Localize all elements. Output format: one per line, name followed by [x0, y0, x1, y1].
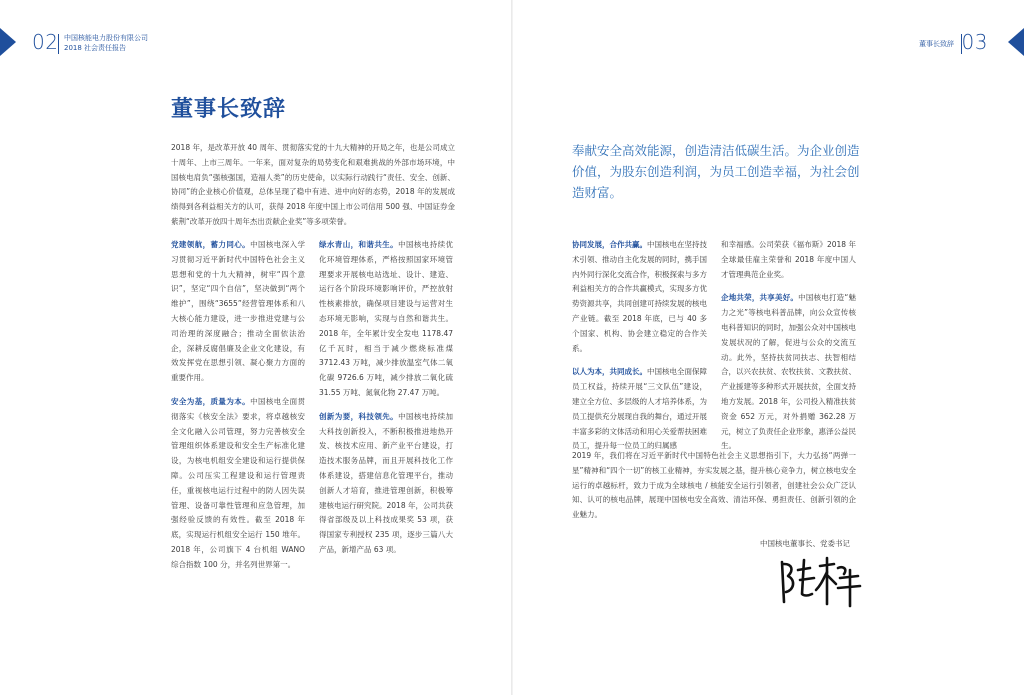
report-name: 2018 社会责任报告	[64, 44, 127, 52]
section-body: 和幸福感。公司荣获《福布斯》2018 年全球最佳雇主荣誉和 2018 年度中国人才管理典范企业奖。	[721, 240, 856, 279]
left-corner-marker	[0, 28, 16, 56]
section-people-continued	[721, 238, 856, 282]
section-environment	[319, 238, 453, 401]
section-body: 中国核电持续优化环境管理体系，严格按照国家环境管理要求开展核电站选址、设计、建造、运行各个阶段环境影响评价，严控放射性核素排放，确保项目建设与运营对生态环境无影响，实现与自然和谐共生。2018 年，全年累计安全发电 1178.47 亿千瓦时，相当于减少燃烧标准煤 3712.43 万吨，减少排放温室气体二氧化碳 9726.6 万吨，减少排放二氧化硫 31.55 万吨、氮氧化物 27.47 万吨。	[319, 240, 453, 397]
left-running-header	[64, 33, 148, 53]
section-people	[572, 365, 707, 454]
highlight-quote: 奉献安全高效能源，创造清洁低碳生活。为企业创造价值，为股东创造利润，为员工创造幸福，为社会创造财富。	[572, 143, 860, 200]
column-4	[721, 238, 856, 463]
section-heading: 安全为基，质量为本。	[171, 396, 251, 406]
section-heading: 党建领航，蓄力同心。	[171, 240, 251, 249]
right-corner-marker	[1008, 28, 1024, 56]
page-gutter	[511, 0, 513, 695]
right-header-divider	[961, 34, 962, 54]
closing-paragraph: 2019 年，我们将在习近平新时代中国特色社会主义思想指引下，大力弘扬“两弹一星”精神和“四个一切”的核工业精神，夯实发展之基，提升核心竞争力，树立核电安全运行的卓越标杆，致力于成为全球核电 / 核能安全运行引领者，创建社会公众广泛认知、认可的核电品牌，展现中国核电安全高效、清洁环保、勇担责任、创新引领的企业魅力。	[572, 451, 856, 520]
section-body: 中国核电深入学习贯彻习近平新时代中国特色社会主义思想和党的十九大精神，树牢“四个意识”，坚定“四个自信”，坚决做到“两个维护”，围绕“3655”经营管理体系和八大核心能力建设，进一步推进党建与公司治理的深度融合；推动全面依法治企，深耕反腐倡廉及企业文化建设，有效发挥党在思想引领、凝心聚力方面的重要作用。	[171, 240, 305, 383]
handwritten-signature	[778, 556, 862, 608]
left-page-number: 02	[32, 30, 59, 54]
section-body: 中国核电持续加大科技创新投入，不断积极推进地热开发、核技术应用、新产业平台建设，打造技术服务品牌，而且开展科技化工作体系建设，搭建信息化管理平台，推动创新人才培育，推进管理创新，积极筹建核电运行研究院。2018 年，公司共获得省部级及以上科技成果奖 53 项，获得国家专利授权 235 项，逐步三篇八大产品，新增产品 63 项。	[319, 411, 453, 554]
section-heading: 绿水青山，和谐共生。	[319, 240, 399, 249]
section-heading: 创新为要，科技领先。	[319, 411, 399, 421]
right-page-number: 03	[961, 30, 988, 54]
section-heading: 以人为本，共同成长。	[572, 367, 647, 377]
section-body: 中国核电在坚持技术引领、推动自主化发展的同时，携手国内外同行深化交流合作，积极探索与多方利益相关方的合作共赢模式，实现多方优势资源共享，共同创建可持续发展的核电产业链。截至 2018 年底，已与 40 多个国家、机构、协会建立稳定的合作关系。	[572, 240, 707, 353]
page-title: 董事长致辞	[171, 97, 287, 122]
section-heading: 企地共荣，共享美好。	[721, 293, 799, 303]
intro-paragraph: 2018 年，是改革开放 40 周年、贯彻落实党的十九大精神的开局之年，也是公司成立十周年、上市三周年。一年来，面对复杂的局势变化和艰难挑战的外部市场环境，中国核电肩负“强核强国，造福人类”的历史使命，以实际行动践行“责任、安全、创新、协同”的企业核心价值观，总体呈现了稳中有进、进中向好的态势，2018 年的发展成绩得到各利益相关方的认可，获得 2018 年度中国上市公司信用 500 强、中国证券金紫荆“改革开放四十周年杰出贡献企业奖”等多项荣誉。	[171, 143, 455, 226]
column-2	[319, 238, 453, 567]
company-name: 中国核能电力股份有限公司	[64, 34, 148, 42]
column-3	[572, 238, 707, 463]
column-1	[171, 238, 305, 582]
section-community	[721, 291, 856, 454]
section-innovation	[319, 410, 453, 558]
section-body: 中国核电打造“魅力之光”等核电科普品牌，向公众宣传核电科普知识的同时，加强公众对中国核电发展状况的了解，促进与公众的交流互动。此外，坚持扶贫同扶志、扶智相结合，以兴农扶贫、农牧扶贫、文教扶贫、产业援建等多种形式开展扶贫，全面支持地方发展。2018 年，公司投入精准扶贫资金 652 万元，对外捐赠 362.28 万元，树立了负责任企业形象，惠泽公益民生。	[721, 293, 856, 451]
section-body: 中国核电全面贯彻落实《核安全法》要求，将卓越核安全文化融入公司管理，努力完善核安全管理组织体系建设和安全生产标准化建设，为核电机组安全建设和运行提供保障。公司压实工程建设和运行管理责任，重视核电运行过程中的防人因失误管理、设备可靠性管理和应急管理，加强经验反馈的有效性。截至 2018 年底，实现运行机组安全运行 150 堆年。2018 年，公司旗下 4 台机组 WANO 综合指数 100 分，并名列世界第一。	[171, 396, 305, 569]
left-header-divider	[58, 34, 59, 54]
section-party-building	[171, 238, 305, 386]
section-cooperation	[572, 238, 707, 356]
section-name: 董事长致辞	[919, 40, 954, 48]
signer-title: 中国核电董事长、党委书记	[760, 539, 850, 548]
section-body: 中国核电全面保障员工权益，持续开展“三文队伍”建设，建立全方位、多层级的人才培养体系，为员工提供充分展现自我的舞台，通过开展丰富多彩的文体活动和用心关爱帮扶困难员工，提升每一位员工的归属感	[572, 367, 707, 451]
section-safety	[171, 395, 305, 573]
section-heading: 协同发展，合作共赢。	[572, 240, 647, 249]
